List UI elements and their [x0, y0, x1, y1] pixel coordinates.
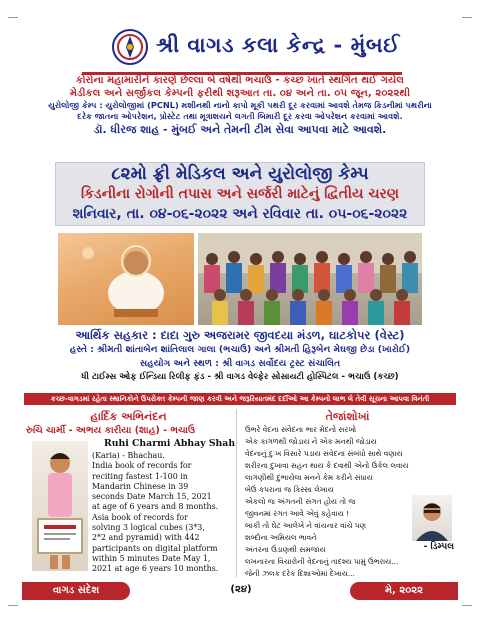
poem-line: ઉભરે વેદના સંવેદના ભાર મેદનો સરખો — [245, 425, 357, 434]
poem-line: વેદનાનું દુઃખ વિસારે પડાય સંવેદના સંબંધો સાથે વણાય — [245, 449, 403, 458]
crop-mark-top-left — [8, 8, 18, 18]
camp-subtitle: કિડનીના રોગોની તપાસ અને સર્જરી માટેનું દ્વિતીય ચરણ — [80, 186, 400, 202]
achievement-line: 2021 at age 6 years 10 months. — [92, 564, 219, 574]
poem-line: એકલો જ અંગતની સંગત હોય તો જ — [245, 497, 356, 506]
footer-magazine-name: વાગડ સંદેશ — [22, 582, 130, 600]
footer-page-number: (૨૪) — [230, 584, 252, 595]
crop-mark-top-right — [462, 8, 472, 18]
camp-title: ૮૨મો ફ્રી મેડિકલ અને યુરોલોજી કેમ્પ — [111, 164, 369, 184]
poem-line: જીવનમાં રંગત આવે એવું કહેવાય ! — [245, 509, 350, 518]
intro-line: મેડીકલ અને સર્જીકલ કેમ્પની ફરીથી શરૂઆત તા. ૦૪ અને તા. ૦૫ જૂન, ૨૦૨૨થી — [69, 88, 411, 99]
notice-strip: કચ્છ-વાગડમાં રહેતા સ્થાનિકોને ઉપરોક્ત કેમ્પની જાણ કરવી અને જરૂરિયાતમંદ દર્દીઓ આ કેમ્પનો લાભ લે તેવી સૂચના આપવા વિનંતી — [24, 393, 456, 405]
camp-dates: શનિવાર, તા. ૦૪-૦૬-૨૦૨૨ અને રવિવાર તા. ૦૫-૦૬-૨૦૨૨ — [72, 206, 408, 222]
poem-line: બાકી તો ઘેટ આલેખે ને વાંચનાર વાંચે પણ — [245, 521, 367, 530]
achievement-line: within 5 minutes Date May 1, — [92, 553, 211, 563]
greetings-subtitle: રુચિ ચાર્મી - અભય કારીયા (શાહ) - ભચાઉ — [26, 425, 196, 436]
poet-photo-illustration — [412, 495, 452, 541]
sponsor-venue: સહયોગ અને સ્થળ : શ્રી વાગડ સર્વોદય ટ્રસ્ટ સંચાલિત — [139, 358, 341, 369]
group-photo-illustration — [198, 233, 422, 325]
poet-name: - ડિમ્પલ — [423, 542, 454, 552]
achievement-line: participants on digital platform — [92, 543, 218, 553]
intro-doctor-line: ડૉ. ધીરજ શાહ - મુંબઈ અને તેમની ટીમ સેવા આપવા માટે આવશે. — [93, 123, 387, 136]
achievement-line: reciting fastest 1-100 in — [92, 471, 188, 481]
sponsor-block — [22, 327, 458, 384]
achievement-line: (Karia) - Bhachau. — [92, 451, 165, 460]
poem-heading: તેજાંશોખાં — [325, 410, 370, 423]
achievement-line: at age of 6 years and 8 months. — [92, 502, 219, 512]
sponsor-financial: આર્થિક સહકાર : દાદા ગુરુ અજરામર જીવદયા મંડળ, ઘાટકોપર (વેસ્ટ) — [75, 328, 405, 342]
achievement-line: India book of records for — [92, 461, 192, 471]
achievement-text — [92, 451, 232, 575]
intro-block — [22, 74, 458, 138]
footer-issue-date: મે, ૨૦૨૨ — [350, 582, 458, 600]
sponsor-hands: હસ્તે : શ્રીમતી શાંતાબેન શાંતિલાલ ગાલા (ભચાઉ) અને શ્રીમતી હિરૂબેન મેઘજી છેડા (ખારોઈ) — [69, 344, 411, 355]
guru-portrait-photo — [58, 233, 194, 325]
poem-line: લખનારના વિચારોની વેદનાનું તાદશ્ય પામું ઉભરાય... — [245, 557, 399, 566]
page-footer — [22, 582, 458, 600]
poem-line: શરીરના દુખાવા સહન થાય કે દવાથી એનો ઉકેલ લવાય — [245, 461, 409, 470]
poem-line: એક કાગળથી જોડાય ને એક મનથી જોડાય — [245, 437, 377, 446]
camp-banner — [55, 162, 425, 226]
sponsor-hospital: ધી ટાઈમ્સ ઓફ ઈન્ડિયા રિલીફ ફંડ - શ્રી વાગડ વેલ્ફેર સોસાયટી હોસ્પિટલ - ભચાઉ (કચ્છ) — [81, 372, 399, 382]
group-photo — [198, 233, 422, 325]
achievement-line: solving 3 logical cubes (3*3, — [92, 523, 205, 533]
achievement-line: Mandarin Chinese in 39 — [92, 481, 189, 491]
poem-line: લાગણીથી દુભાયેલા મનને કેમ કરીને સંધાય — [245, 473, 373, 482]
poem-line: શબ્દોના અમિયલ ભાવને — [245, 533, 317, 542]
guru-portrait-illustration — [58, 233, 194, 325]
poet-photo — [412, 495, 452, 541]
page-title: શ્રી વાગડ કલા કેન્દ્ર - મુંબઈ — [156, 32, 400, 57]
child-photo-illustration — [32, 441, 88, 571]
crop-mark-bottom-right — [462, 605, 472, 615]
crop-mark-bottom-left — [8, 605, 18, 615]
intro-line: દરેક જાતના ઓપરેશન, પ્રોસ્ટેટ તથા મૂત્રાશયને લગતી બિમારી દૂર કરવા ઓપરેશન કરવામાં આવશે. — [77, 111, 403, 121]
kala-kendra-logo — [110, 28, 150, 66]
poem-column — [236, 409, 458, 577]
achievement-line: 2*2 and pyramid) with 442 — [92, 533, 200, 543]
intro-line: યુરોલોજી કેમ્પ : યુરોલોજીમાં (PCNL) મશીનથી નાનો કાપો મૂકી પથરી દૂર કરવામાં આવશે તેમજ કિડનીમાં પથરીના — [48, 100, 432, 110]
greetings-column — [26, 409, 236, 577]
poem-line: બેઉ કપરાના જ કિસ્સા લેખાય — [245, 485, 334, 494]
poem-line: જેની ઝલક દરેક દિશાઓમાં દેખાય... — [245, 569, 355, 578]
intro-line: કોરોના મહામારીને કારણે છેલ્લા બે વર્ષથી ભચાઉ - કચ્છ ખાતે સ્થગિત થઈ ગયેલ — [75, 75, 405, 86]
poem-line: અંતરના ઉંડાણથી સમજાય — [245, 545, 326, 554]
achievement-line: Asia book of records for — [92, 512, 188, 522]
magazine-page — [22, 24, 458, 610]
child-photo — [32, 441, 88, 571]
achievement-line: seconds Date March 15, 2021 — [92, 492, 212, 502]
greetings-heading: હાર્દિક અભિનંદન — [90, 410, 167, 423]
child-name: Ruhi Charmi Abhay Shah — [104, 438, 236, 449]
